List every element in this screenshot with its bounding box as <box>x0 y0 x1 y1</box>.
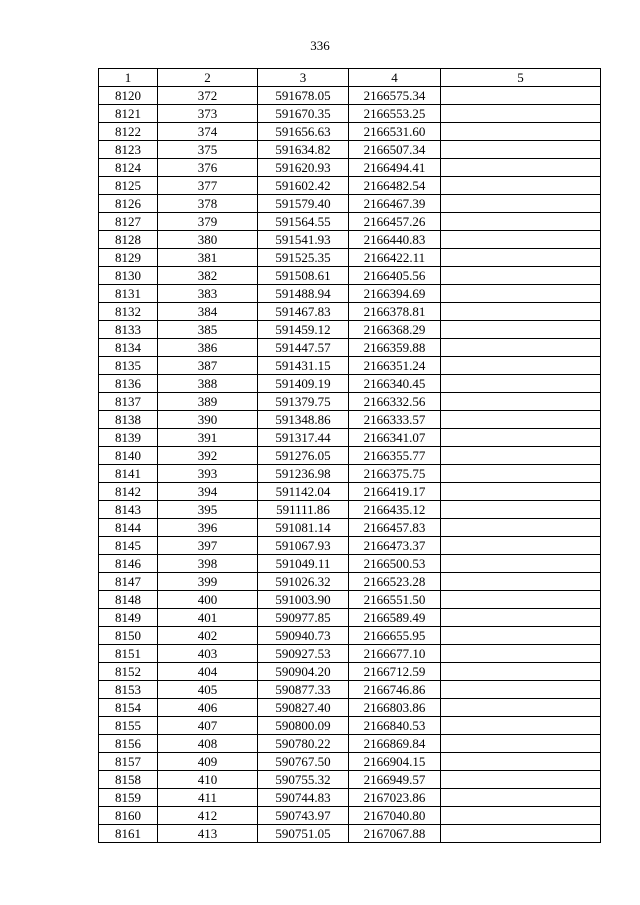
header-cell: 1 <box>99 69 158 87</box>
table-cell: 404 <box>158 663 258 681</box>
table-cell <box>441 555 601 573</box>
table-cell: 8160 <box>99 807 158 825</box>
table-cell: 590767.50 <box>258 753 349 771</box>
table-cell <box>441 375 601 393</box>
table-cell <box>441 699 601 717</box>
table-cell: 2166482.54 <box>349 177 441 195</box>
table-cell: 386 <box>158 339 258 357</box>
table-cell: 591379.75 <box>258 393 349 411</box>
table-cell: 2166405.56 <box>349 267 441 285</box>
table-cell: 8132 <box>99 303 158 321</box>
table-cell <box>441 825 601 843</box>
table-cell <box>441 393 601 411</box>
table-cell: 381 <box>158 249 258 267</box>
table-cell: 2166494.41 <box>349 159 441 177</box>
table-row <box>99 303 601 321</box>
table-cell: 2166746.86 <box>349 681 441 699</box>
table-cell: 590927.53 <box>258 645 349 663</box>
table-cell: 8149 <box>99 609 158 627</box>
table-cell <box>441 573 601 591</box>
table-cell: 408 <box>158 735 258 753</box>
table-cell <box>441 753 601 771</box>
table-cell: 2166869.84 <box>349 735 441 753</box>
table-cell <box>441 339 601 357</box>
table-row <box>99 681 601 699</box>
table-row <box>99 105 601 123</box>
table-cell <box>441 465 601 483</box>
table-cell: 397 <box>158 537 258 555</box>
table-cell: 8138 <box>99 411 158 429</box>
table-cell: 8157 <box>99 753 158 771</box>
page-number: 336 <box>310 38 330 53</box>
table-cell: 412 <box>158 807 258 825</box>
table-cell: 2166457.26 <box>349 213 441 231</box>
table-cell: 591602.42 <box>258 177 349 195</box>
table-cell <box>441 231 601 249</box>
table-row <box>99 789 601 807</box>
table-cell <box>441 411 601 429</box>
table-row <box>99 645 601 663</box>
table-cell: 2166553.25 <box>349 105 441 123</box>
table-cell: 8129 <box>99 249 158 267</box>
table-cell <box>441 789 601 807</box>
table-cell: 8137 <box>99 393 158 411</box>
table-cell: 8126 <box>99 195 158 213</box>
table-row <box>99 411 601 429</box>
table-cell: 392 <box>158 447 258 465</box>
table-cell: 391 <box>158 429 258 447</box>
table-cell: 2166359.88 <box>349 339 441 357</box>
table-cell: 8136 <box>99 375 158 393</box>
table-cell: 590744.83 <box>258 789 349 807</box>
header-cell: 2 <box>158 69 258 87</box>
table-row <box>99 555 601 573</box>
table-cell <box>441 87 601 105</box>
table-cell: 372 <box>158 87 258 105</box>
table-cell: 591579.40 <box>258 195 349 213</box>
table-cell: 2166507.34 <box>349 141 441 159</box>
table-cell: 394 <box>158 483 258 501</box>
table-cell: 395 <box>158 501 258 519</box>
table-row <box>99 627 601 645</box>
table-cell: 8130 <box>99 267 158 285</box>
table-cell: 2166803.86 <box>349 699 441 717</box>
table-cell <box>441 681 601 699</box>
table-cell: 405 <box>158 681 258 699</box>
table-cell: 8142 <box>99 483 158 501</box>
table-cell: 8122 <box>99 123 158 141</box>
table-cell: 406 <box>158 699 258 717</box>
table-cell: 375 <box>158 141 258 159</box>
table-cell: 2166589.49 <box>349 609 441 627</box>
table-cell: 590751.05 <box>258 825 349 843</box>
table-cell: 591026.32 <box>258 573 349 591</box>
table-row <box>99 537 601 555</box>
table-cell: 413 <box>158 825 258 843</box>
table-cell: 8140 <box>99 447 158 465</box>
table-row <box>99 825 601 843</box>
table-cell: 2166333.57 <box>349 411 441 429</box>
coordinates-table <box>98 68 601 843</box>
table-cell <box>441 177 601 195</box>
table-cell: 591317.44 <box>258 429 349 447</box>
table-cell <box>441 141 601 159</box>
table-cell <box>441 105 601 123</box>
table-cell: 591049.11 <box>258 555 349 573</box>
table-cell: 8150 <box>99 627 158 645</box>
table-cell: 2166473.37 <box>349 537 441 555</box>
table-cell: 382 <box>158 267 258 285</box>
table-row <box>99 213 601 231</box>
table-cell: 591656.63 <box>258 123 349 141</box>
table-row <box>99 267 601 285</box>
table-cell: 380 <box>158 231 258 249</box>
table-cell: 591488.94 <box>258 285 349 303</box>
table-cell: 590780.22 <box>258 735 349 753</box>
table-row <box>99 339 601 357</box>
table-row <box>99 465 601 483</box>
table-row <box>99 141 601 159</box>
table-cell: 591081.14 <box>258 519 349 537</box>
table-cell: 378 <box>158 195 258 213</box>
table-cell: 590743.97 <box>258 807 349 825</box>
table-row <box>99 519 601 537</box>
table-cell: 591525.35 <box>258 249 349 267</box>
table-cell: 591447.57 <box>258 339 349 357</box>
table-cell: 8139 <box>99 429 158 447</box>
table-cell: 2166677.10 <box>349 645 441 663</box>
table-row <box>99 807 601 825</box>
table-cell: 2166332.56 <box>349 393 441 411</box>
table-cell <box>441 807 601 825</box>
table-cell: 2167023.86 <box>349 789 441 807</box>
table-cell <box>441 321 601 339</box>
table-cell: 591459.12 <box>258 321 349 339</box>
table-cell: 591541.93 <box>258 231 349 249</box>
table-cell: 590977.85 <box>258 609 349 627</box>
table-cell: 2166840.53 <box>349 717 441 735</box>
table-cell: 8128 <box>99 231 158 249</box>
table-cell: 8145 <box>99 537 158 555</box>
table-row <box>99 123 601 141</box>
table-row <box>99 393 601 411</box>
table-cell: 591111.86 <box>258 501 349 519</box>
table-cell: 591634.82 <box>258 141 349 159</box>
header-cell: 5 <box>441 69 601 87</box>
table-cell: 398 <box>158 555 258 573</box>
table-cell: 2166340.45 <box>349 375 441 393</box>
table-cell <box>441 483 601 501</box>
table-cell: 393 <box>158 465 258 483</box>
table-cell <box>441 519 601 537</box>
table-cell: 2166531.60 <box>349 123 441 141</box>
table-cell: 591409.19 <box>258 375 349 393</box>
table-cell: 400 <box>158 591 258 609</box>
table-cell: 2166949.57 <box>349 771 441 789</box>
table-row <box>99 375 601 393</box>
table-cell <box>441 357 601 375</box>
table-cell: 407 <box>158 717 258 735</box>
table-cell <box>441 267 601 285</box>
table-cell: 8146 <box>99 555 158 573</box>
table-cell: 2166341.07 <box>349 429 441 447</box>
table-cell: 390 <box>158 411 258 429</box>
table-cell: 2166523.28 <box>349 573 441 591</box>
table-cell <box>441 159 601 177</box>
table-row <box>99 159 601 177</box>
table-cell <box>441 285 601 303</box>
table-cell: 2166457.83 <box>349 519 441 537</box>
table-cell: 396 <box>158 519 258 537</box>
table-cell: 590904.20 <box>258 663 349 681</box>
table-row <box>99 717 601 735</box>
table-cell: 8125 <box>99 177 158 195</box>
table-cell <box>441 249 601 267</box>
table-cell: 8158 <box>99 771 158 789</box>
table-row <box>99 177 601 195</box>
header-cell: 4 <box>349 69 441 87</box>
table-cell: 374 <box>158 123 258 141</box>
table-cell: 2166378.81 <box>349 303 441 321</box>
table-cell <box>441 591 601 609</box>
table-cell: 591348.86 <box>258 411 349 429</box>
table-cell: 8156 <box>99 735 158 753</box>
table-row <box>99 87 601 105</box>
table-cell: 8154 <box>99 699 158 717</box>
header-cell: 3 <box>258 69 349 87</box>
table-cell: 591670.35 <box>258 105 349 123</box>
table-cell: 591467.83 <box>258 303 349 321</box>
table-row <box>99 321 601 339</box>
table-header <box>99 69 601 87</box>
table-cell: 2166355.77 <box>349 447 441 465</box>
table-cell: 411 <box>158 789 258 807</box>
table-row <box>99 573 601 591</box>
table-cell: 2166394.69 <box>349 285 441 303</box>
table-row <box>99 231 601 249</box>
table-cell: 2166712.59 <box>349 663 441 681</box>
table-cell: 2166575.34 <box>349 87 441 105</box>
table-cell: 2166422.11 <box>349 249 441 267</box>
table-row <box>99 483 601 501</box>
table-cell: 2166440.83 <box>349 231 441 249</box>
table-cell: 379 <box>158 213 258 231</box>
table-body <box>99 87 601 843</box>
table-cell <box>441 303 601 321</box>
table-cell: 384 <box>158 303 258 321</box>
table-cell: 2166435.12 <box>349 501 441 519</box>
table-cell: 591431.15 <box>258 357 349 375</box>
table-cell <box>441 123 601 141</box>
table-cell <box>441 537 601 555</box>
table-row <box>99 699 601 717</box>
table-cell: 8124 <box>99 159 158 177</box>
table-cell: 2166419.17 <box>349 483 441 501</box>
table-cell: 591236.98 <box>258 465 349 483</box>
table-cell: 401 <box>158 609 258 627</box>
table-row <box>99 735 601 753</box>
table-row <box>99 501 601 519</box>
table-cell <box>441 195 601 213</box>
table-cell: 388 <box>158 375 258 393</box>
table-cell: 403 <box>158 645 258 663</box>
table-row <box>99 357 601 375</box>
table-cell: 591620.93 <box>258 159 349 177</box>
table-cell: 2167040.80 <box>349 807 441 825</box>
table-cell: 376 <box>158 159 258 177</box>
table-cell: 2166551.50 <box>349 591 441 609</box>
table-row <box>99 771 601 789</box>
table-cell: 383 <box>158 285 258 303</box>
table-row <box>99 285 601 303</box>
table-cell: 410 <box>158 771 258 789</box>
table-cell: 2166500.53 <box>349 555 441 573</box>
table-cell <box>441 663 601 681</box>
table-cell <box>441 627 601 645</box>
table-cell: 8141 <box>99 465 158 483</box>
header-row <box>99 69 601 87</box>
table-cell: 8159 <box>99 789 158 807</box>
table-row <box>99 591 601 609</box>
table-cell: 8147 <box>99 573 158 591</box>
table-row <box>99 447 601 465</box>
table-row <box>99 249 601 267</box>
table-cell: 591276.05 <box>258 447 349 465</box>
table-cell <box>441 717 601 735</box>
table-cell: 8120 <box>99 87 158 105</box>
table-cell <box>441 213 601 231</box>
table-cell: 591003.90 <box>258 591 349 609</box>
table-cell: 591678.05 <box>258 87 349 105</box>
table-cell: 387 <box>158 357 258 375</box>
table-cell: 399 <box>158 573 258 591</box>
table-cell: 590755.32 <box>258 771 349 789</box>
table-row <box>99 753 601 771</box>
table-cell: 389 <box>158 393 258 411</box>
table-cell: 402 <box>158 627 258 645</box>
table-row <box>99 609 601 627</box>
table-cell: 409 <box>158 753 258 771</box>
table-cell: 2166351.24 <box>349 357 441 375</box>
table-cell: 8151 <box>99 645 158 663</box>
table-cell: 8133 <box>99 321 158 339</box>
table-cell: 2166368.29 <box>349 321 441 339</box>
table-cell: 8123 <box>99 141 158 159</box>
table-row <box>99 195 601 213</box>
table-cell: 377 <box>158 177 258 195</box>
table-cell: 2166467.39 <box>349 195 441 213</box>
table-cell: 590800.09 <box>258 717 349 735</box>
table-cell <box>441 429 601 447</box>
table-cell: 591142.04 <box>258 483 349 501</box>
table-cell: 2166904.15 <box>349 753 441 771</box>
table-cell: 591564.55 <box>258 213 349 231</box>
table-cell: 373 <box>158 105 258 123</box>
table-cell: 8143 <box>99 501 158 519</box>
table-cell: 385 <box>158 321 258 339</box>
table-cell: 591508.61 <box>258 267 349 285</box>
table-cell: 8161 <box>99 825 158 843</box>
table-row <box>99 429 601 447</box>
table-row <box>99 663 601 681</box>
table-cell: 8121 <box>99 105 158 123</box>
table-cell <box>441 771 601 789</box>
table-cell: 590940.73 <box>258 627 349 645</box>
table-cell: 8148 <box>99 591 158 609</box>
table-cell <box>441 735 601 753</box>
table-cell: 8155 <box>99 717 158 735</box>
table-cell <box>441 501 601 519</box>
table-cell <box>441 447 601 465</box>
table-cell <box>441 609 601 627</box>
table-cell: 590827.40 <box>258 699 349 717</box>
table-cell: 8135 <box>99 357 158 375</box>
table-cell: 8153 <box>99 681 158 699</box>
table-cell: 2167067.88 <box>349 825 441 843</box>
table-cell: 2166655.95 <box>349 627 441 645</box>
table-cell: 8127 <box>99 213 158 231</box>
table-cell: 8152 <box>99 663 158 681</box>
table-cell: 590877.33 <box>258 681 349 699</box>
table-cell: 8131 <box>99 285 158 303</box>
table-cell: 8144 <box>99 519 158 537</box>
table-cell: 591067.93 <box>258 537 349 555</box>
table-cell: 8134 <box>99 339 158 357</box>
table-cell <box>441 645 601 663</box>
table-cell: 2166375.75 <box>349 465 441 483</box>
